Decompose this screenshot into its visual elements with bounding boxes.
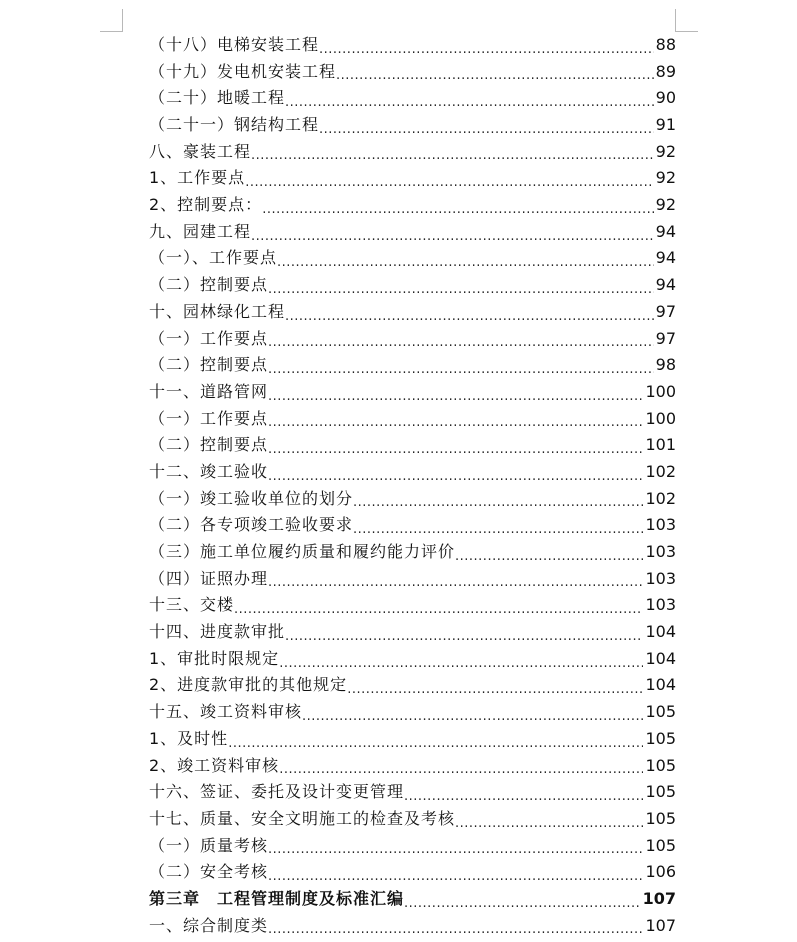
toc-dot-leader <box>279 646 643 673</box>
toc-entry-page-number: 100 <box>645 408 676 428</box>
toc-dot-leader <box>268 859 643 886</box>
toc-entry[interactable] <box>149 459 676 486</box>
toc-dot-leader <box>277 246 654 273</box>
toc-entry-title: （二）控制要点 <box>149 355 269 375</box>
toc-entry-title: （一）竣工验收单位的划分 <box>149 488 354 508</box>
toc-dot-leader <box>234 592 643 619</box>
table-of-contents <box>149 32 676 939</box>
toc-entry-page-number: 103 <box>645 515 676 535</box>
toc-entry-title: （十九）发电机安装工程 <box>149 61 337 81</box>
toc-entry[interactable] <box>149 192 676 219</box>
toc-dot-leader <box>251 139 654 166</box>
toc-entry-page-number: 94 <box>655 248 676 268</box>
toc-entry[interactable] <box>149 673 676 700</box>
toc-entry-page-number: 100 <box>645 381 676 401</box>
toc-entry-title: 十四、进度款审批 <box>149 622 286 642</box>
toc-dot-leader <box>455 539 643 566</box>
toc-entry-page-number: 97 <box>655 301 676 321</box>
toc-entry-page-number: 92 <box>655 168 676 188</box>
toc-dot-leader <box>262 192 653 219</box>
toc-entry[interactable] <box>149 646 676 673</box>
toc-dot-leader <box>251 219 654 246</box>
toc-dot-leader <box>279 753 643 780</box>
page-corner-mark-right <box>675 9 698 32</box>
toc-entry-title: 十三、交楼 <box>149 595 235 615</box>
toc-entry[interactable] <box>149 886 676 913</box>
toc-entry-page-number: 104 <box>645 622 676 642</box>
toc-entry[interactable] <box>149 246 676 273</box>
toc-entry[interactable] <box>149 85 676 112</box>
toc-entry-title: 十六、签证、委托及设计变更管理 <box>149 782 405 802</box>
toc-dot-leader <box>268 833 643 860</box>
toc-entry[interactable] <box>149 32 676 59</box>
toc-entry[interactable] <box>149 139 676 166</box>
toc-dot-leader <box>268 326 654 353</box>
toc-dot-leader <box>268 352 654 379</box>
toc-entry-page-number: 107 <box>642 888 676 908</box>
toc-entry-title: （二十一）钢结构工程 <box>149 115 320 135</box>
toc-entry-page-number: 90 <box>655 88 676 108</box>
toc-entry-page-number: 105 <box>645 782 676 802</box>
toc-dot-leader <box>319 112 654 139</box>
toc-entry[interactable] <box>149 326 676 353</box>
toc-entry-title: （二）控制要点 <box>149 275 269 295</box>
toc-entry-page-number: 103 <box>645 568 676 588</box>
toc-entry-page-number: 102 <box>645 461 676 481</box>
toc-entry-page-number: 105 <box>645 702 676 722</box>
toc-entry-title: （一）质量考核 <box>149 835 269 855</box>
toc-entry-page-number: 98 <box>655 355 676 375</box>
toc-entry-page-number: 91 <box>655 115 676 135</box>
toc-entry-title: （三）施工单位履约质量和履约能力评价 <box>149 542 456 562</box>
toc-entry[interactable] <box>149 165 676 192</box>
toc-entry[interactable] <box>149 779 676 806</box>
toc-entry-page-number: 105 <box>645 835 676 855</box>
toc-entry[interactable] <box>149 833 676 860</box>
toc-entry[interactable] <box>149 112 676 139</box>
toc-entry-title: 八、豪装工程 <box>149 141 252 161</box>
toc-entry-page-number: 103 <box>645 595 676 615</box>
toc-dot-leader <box>319 32 654 59</box>
toc-entry-title: 第三章 工程管理制度及标准汇编 <box>149 888 405 908</box>
toc-entry-title: 十七、质量、安全文明施工的检查及考核 <box>149 808 456 828</box>
toc-entry-page-number: 106 <box>645 862 676 882</box>
toc-entry[interactable] <box>149 219 676 246</box>
toc-entry-title: 2、竣工资料审核 <box>149 755 280 775</box>
toc-entry[interactable] <box>149 299 676 326</box>
toc-entry[interactable] <box>149 406 676 433</box>
toc-entry-title: （二十）地暖工程 <box>149 88 286 108</box>
toc-entry[interactable] <box>149 379 676 406</box>
toc-entry-title: （一）、工作要点 <box>149 248 278 268</box>
toc-entry-page-number: 94 <box>655 221 676 241</box>
toc-entry[interactable] <box>149 592 676 619</box>
toc-entry[interactable] <box>149 726 676 753</box>
toc-entry-page-number: 94 <box>655 275 676 295</box>
toc-entry[interactable] <box>149 512 676 539</box>
toc-entry-title: （一）工作要点 <box>149 408 269 428</box>
toc-entry[interactable] <box>149 539 676 566</box>
toc-entry-title: （一）工作要点 <box>149 328 269 348</box>
toc-dot-leader <box>245 165 653 192</box>
toc-dot-leader <box>455 806 643 833</box>
toc-entry-title: 九、园建工程 <box>149 221 252 241</box>
toc-entry-title: 1、及时性 <box>149 728 229 748</box>
toc-dot-leader <box>353 512 643 539</box>
toc-entry[interactable] <box>149 566 676 593</box>
toc-entry-page-number: 105 <box>645 755 676 775</box>
toc-dot-leader <box>268 459 643 486</box>
toc-dot-leader <box>353 486 643 513</box>
toc-entry[interactable] <box>149 619 676 646</box>
toc-entry-title: （十八）电梯安装工程 <box>149 34 320 54</box>
toc-entry-page-number: 104 <box>645 675 676 695</box>
toc-dot-leader <box>336 59 654 86</box>
toc-entry[interactable] <box>149 753 676 780</box>
toc-entry-page-number: 104 <box>645 648 676 668</box>
toc-entry-title: （四）证照办理 <box>149 568 269 588</box>
toc-entry[interactable] <box>149 352 676 379</box>
toc-dot-leader <box>285 299 654 326</box>
toc-entry[interactable] <box>149 806 676 833</box>
toc-entry-title: 2、进度款审批的其他规定 <box>149 675 348 695</box>
toc-entry-title: （二）各专项竣工验收要求 <box>149 515 354 535</box>
toc-entry-title: 1、审批时限规定 <box>149 648 280 668</box>
toc-entry-title: 十一、道路管网 <box>149 381 269 401</box>
toc-entry-title: 十五、竣工资料审核 <box>149 702 303 722</box>
toc-entry-page-number: 88 <box>655 34 676 54</box>
toc-dot-leader <box>268 913 643 940</box>
toc-entry-page-number: 97 <box>655 328 676 348</box>
toc-dot-leader <box>268 566 643 593</box>
toc-dot-leader <box>302 699 643 726</box>
toc-dot-leader <box>268 406 643 433</box>
toc-entry-page-number: 92 <box>655 195 676 215</box>
toc-entry-page-number: 101 <box>645 435 676 455</box>
toc-entry[interactable] <box>149 59 676 86</box>
toc-entry[interactable] <box>149 486 676 513</box>
toc-dot-leader <box>404 779 643 806</box>
toc-entry[interactable] <box>149 859 676 886</box>
toc-dot-leader <box>285 619 643 646</box>
toc-entry-page-number: 107 <box>645 915 676 935</box>
toc-entry[interactable] <box>149 913 676 940</box>
page-corner-mark-left <box>100 9 123 32</box>
toc-dot-leader <box>268 272 654 299</box>
toc-dot-leader <box>228 726 643 753</box>
toc-entry[interactable] <box>149 699 676 726</box>
toc-entry-title: 1、工作要点 <box>149 168 246 188</box>
toc-entry-title: （二）安全考核 <box>149 862 269 882</box>
toc-entry-page-number: 103 <box>645 542 676 562</box>
toc-entry-title: 十、园林绿化工程 <box>149 301 286 321</box>
toc-entry-title: 一、综合制度类 <box>149 915 269 935</box>
toc-entry-title: （二）控制要点 <box>149 435 269 455</box>
toc-entry-page-number: 105 <box>645 728 676 748</box>
toc-entry-page-number: 89 <box>655 61 676 81</box>
toc-entry[interactable] <box>149 272 676 299</box>
toc-entry-page-number: 102 <box>645 488 676 508</box>
toc-dot-leader <box>404 886 641 913</box>
toc-dot-leader <box>268 379 643 406</box>
toc-dot-leader <box>285 85 654 112</box>
toc-entry[interactable] <box>149 432 676 459</box>
toc-entry-page-number: 92 <box>655 141 676 161</box>
toc-entry-title: 十二、竣工验收 <box>149 461 269 481</box>
toc-dot-leader <box>347 673 643 700</box>
toc-entry-title: 2、控制要点： <box>149 195 263 215</box>
toc-dot-leader <box>268 432 643 459</box>
toc-entry-page-number: 105 <box>645 808 676 828</box>
